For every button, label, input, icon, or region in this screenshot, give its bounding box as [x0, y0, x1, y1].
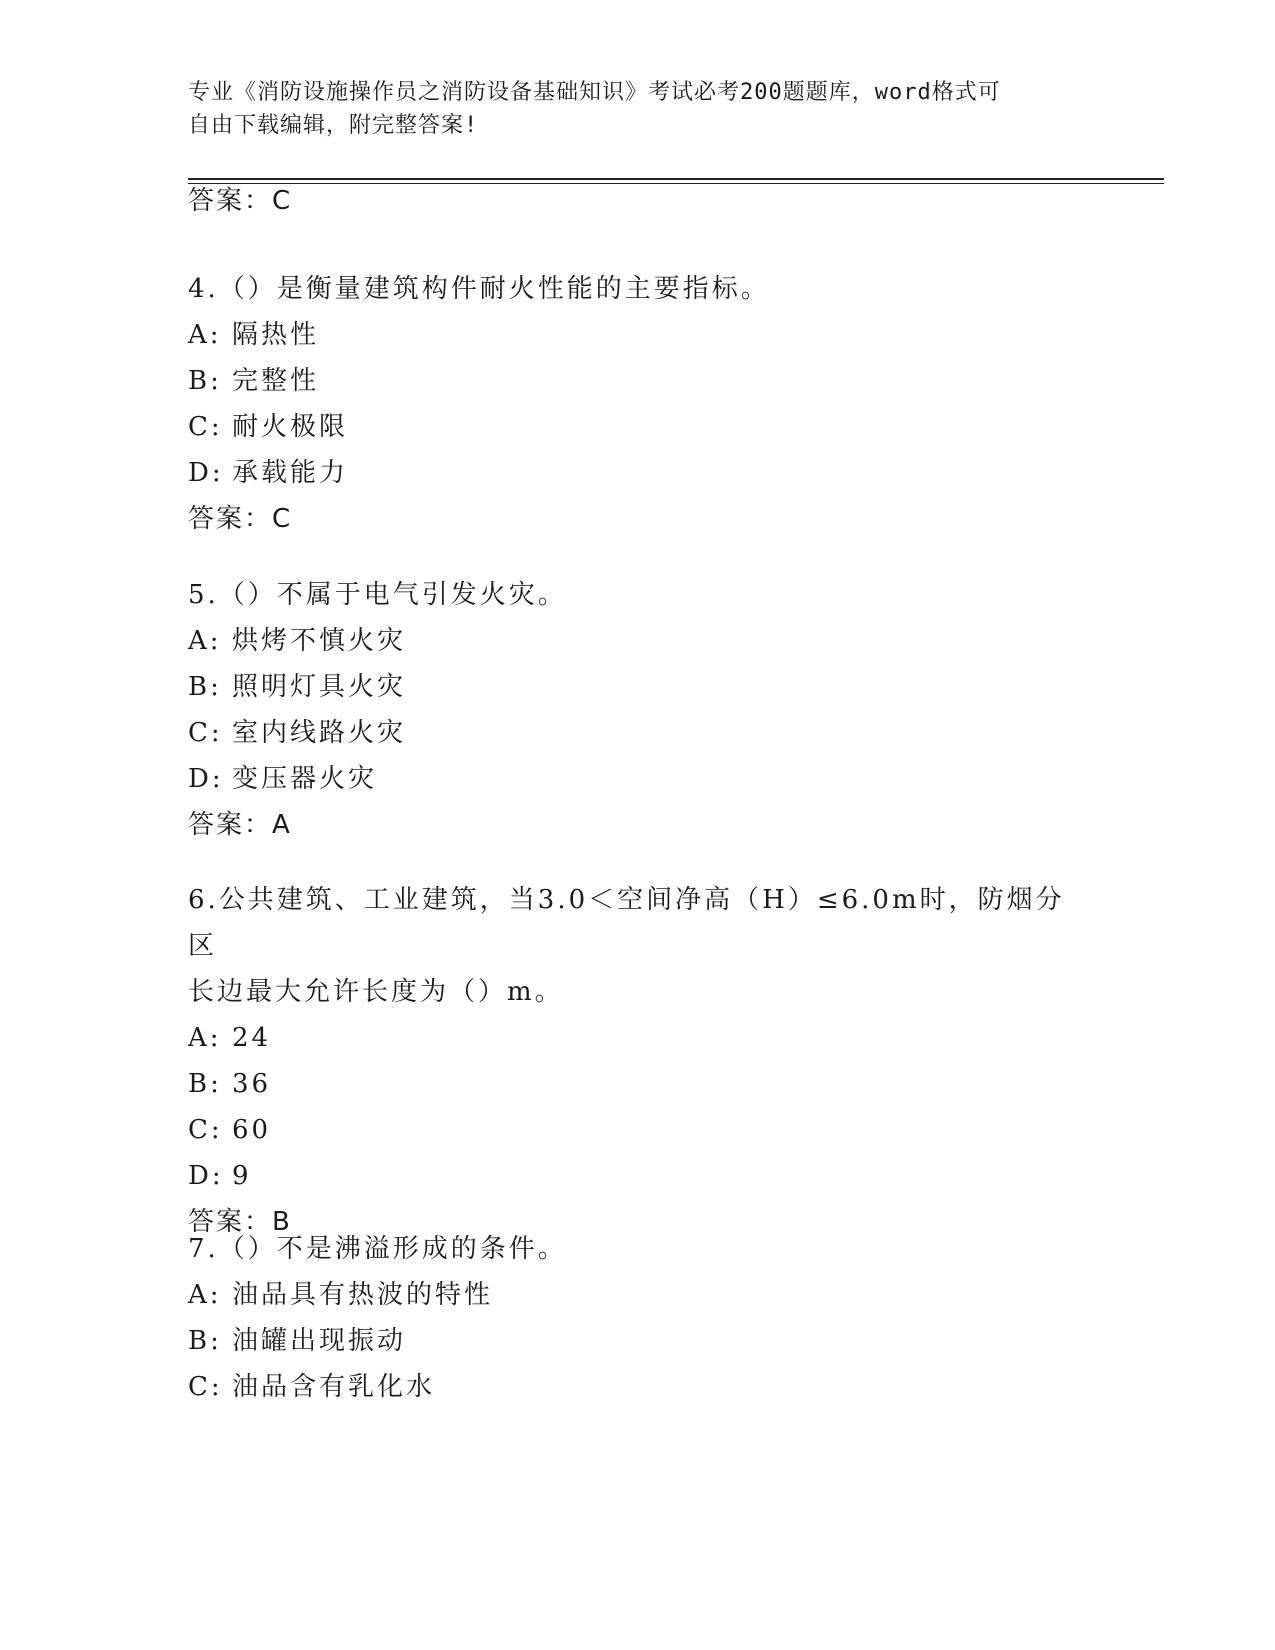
question-7	[188, 1226, 1088, 1410]
question-6	[188, 877, 1088, 1245]
option-text: 9	[232, 1161, 252, 1191]
question-text-line-1: 6.公共建筑、工业建筑，当3.0＜空间净高（H）≤6.0m时，防烟分区	[188, 885, 1065, 961]
option-c	[188, 710, 1088, 756]
question-text-line-2: 长边最大允许长度为（）m。	[188, 977, 564, 1007]
option-b	[188, 1318, 1088, 1364]
option-key: C:	[188, 412, 223, 442]
option-d	[188, 756, 1088, 802]
option-text: 隔热性	[232, 320, 320, 350]
option-key: C:	[188, 1372, 223, 1402]
option-key: D:	[188, 458, 224, 488]
option-b	[188, 1061, 1088, 1107]
option-c	[188, 1107, 1088, 1153]
option-key: B:	[188, 672, 222, 702]
question-answer: 答案：B	[188, 1207, 292, 1237]
option-text: 油品具有热波的特性	[232, 1280, 494, 1310]
option-text: 油罐出现振动	[232, 1326, 407, 1356]
option-text: 承载能力	[232, 458, 349, 488]
question-text: 4.（）是衡量建筑构件耐火性能的主要指标。	[188, 274, 770, 304]
option-c	[188, 404, 1088, 450]
option-d	[188, 1153, 1088, 1199]
header-line-2: 自由下载编辑，附完整答案!	[188, 113, 479, 138]
option-key: B:	[188, 366, 222, 396]
header-line-1: 专业《消防设施操作员之消防设备基础知识》考试必考200题题库，word格式可	[188, 80, 1001, 105]
option-c	[188, 1364, 1088, 1410]
option-text: 完整性	[232, 366, 320, 396]
option-key: A:	[188, 320, 222, 350]
option-key: B:	[188, 1326, 222, 1356]
option-text: 36	[232, 1069, 272, 1099]
question-answer: 答案：A	[188, 810, 292, 840]
option-text: 室内线路火灾	[232, 718, 407, 748]
question-4	[188, 266, 1088, 542]
option-b	[188, 664, 1088, 710]
question-text: 7.（）不是沸溢形成的条件。	[188, 1234, 567, 1264]
option-a	[188, 1015, 1088, 1061]
option-key: D:	[188, 1161, 224, 1191]
option-a	[188, 312, 1088, 358]
option-key: A:	[188, 1280, 222, 1310]
option-a	[188, 618, 1088, 664]
option-key: D:	[188, 764, 224, 794]
option-text: 60	[232, 1115, 272, 1145]
option-key: C:	[188, 1115, 223, 1145]
option-key: B:	[188, 1069, 222, 1099]
question-5	[188, 572, 1088, 848]
option-text: 24	[232, 1023, 272, 1053]
option-b	[188, 358, 1088, 404]
option-d	[188, 450, 1088, 496]
option-key: A:	[188, 1023, 222, 1053]
option-text: 油品含有乳化水	[232, 1372, 436, 1402]
question-text: 5.（）不属于电气引发火灾。	[188, 580, 567, 610]
option-text: 变压器火灾	[232, 764, 378, 794]
header-divider	[188, 178, 1164, 184]
option-text: 耐火极限	[232, 412, 349, 442]
question-answer: 答案：C	[188, 504, 293, 534]
document-header	[188, 76, 1068, 142]
option-text: 烘烤不慎火灾	[232, 626, 407, 656]
option-key: A:	[188, 626, 222, 656]
option-text: 照明灯具火灾	[232, 672, 407, 702]
option-a	[188, 1272, 1088, 1318]
previous-question-answer: 答案：C	[188, 186, 293, 216]
option-key: C:	[188, 718, 223, 748]
